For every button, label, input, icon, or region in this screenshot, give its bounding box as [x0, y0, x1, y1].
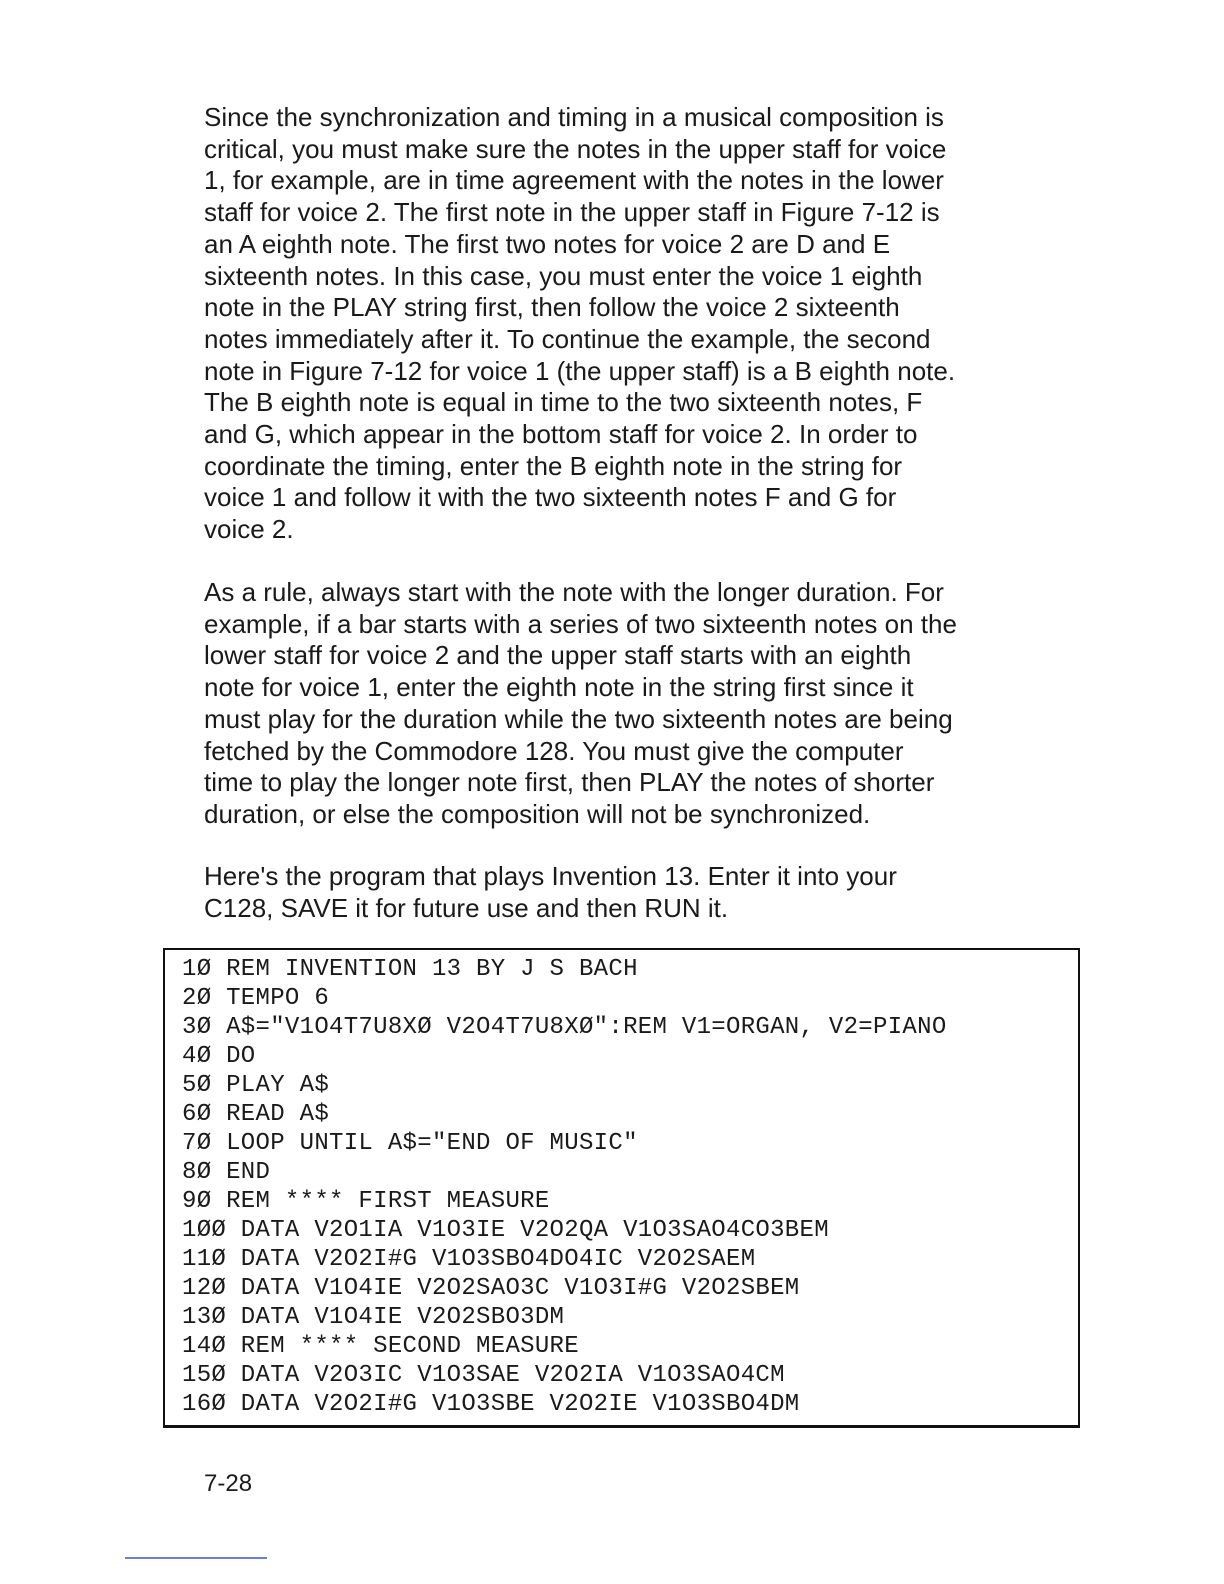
paragraph-line: notes immediately after it. To continue the example, the second: [204, 323, 931, 354]
paragraph-line: note in Figure 7-12 for voice 1 (the upper staff) is a B eighth note.: [204, 355, 956, 386]
paragraph-line: Here's the program that plays Invention 13. Enter it into your: [204, 861, 897, 891]
paragraph-synchronization: [204, 102, 1044, 546]
paragraph-line: an A eighth note. The first two notes for voice 2 are D and E: [204, 228, 891, 259]
paragraph-program-intro: [204, 861, 1044, 924]
footer-rule: [125, 1557, 267, 1559]
paragraph-longer-duration-rule: [204, 577, 1044, 831]
code-line: 12Ø DATA V1O4IE V2O2SAO3C V1O3I#G V2O2SBEM: [182, 1275, 800, 1302]
paragraph-line: lower staff for voice 2 and the upper staff starts with an eighth: [204, 640, 912, 671]
code-line: 6Ø READ A$: [182, 1101, 330, 1128]
code-line: 11Ø DATA V2O2I#G V1O3SBO4DO4IC V2O2SAEM: [182, 1246, 756, 1273]
paragraph-line: voice 1 and follow it with the two sixteenth notes F and G for: [204, 482, 897, 513]
code-line: 13Ø DATA V1O4IE V2O2SBO3DM: [182, 1304, 565, 1331]
paragraph-line: example, if a bar starts with a series of two sixteenth notes on the: [204, 608, 957, 639]
paragraph-line: voice 2.: [204, 514, 294, 545]
code-line: 1Ø REM INVENTION 13 BY J S BACH: [182, 956, 638, 983]
code-line: 2Ø TEMPO 6: [182, 985, 330, 1012]
paragraph-line: time to play the longer note first, then PLAY the notes of shorter: [204, 767, 935, 798]
page-number: 7-28: [204, 1470, 253, 1497]
paragraph-line: sixteenth notes. In this case, you must enter the voice 1 eighth: [204, 260, 923, 291]
paragraph-line: duration, or else the composition will not be synchronized.: [204, 798, 871, 829]
code-line: 7Ø LOOP UNTIL A$="END OF MUSIC": [182, 1130, 638, 1157]
paragraph-line: note for voice 1, enter the eighth note in the string first since it: [204, 672, 914, 703]
paragraph-line: critical, you must make sure the notes in the upper staff for voice: [204, 133, 947, 164]
code-line: 3Ø A$="V1O4T7U8XØ V2O4T7U8XØ":REM V1=ORGAN, V2=PIANO: [182, 1014, 947, 1041]
paragraph-line: Since the synchronization and timing in a musical composition is: [204, 102, 944, 132]
code-line: 1ØØ DATA V2O1IA V1O3IE V2O2QA V1O3SAO4CO3BEM: [182, 1217, 829, 1244]
code-line: 16Ø DATA V2O2I#G V1O3SBE V2O2IE V1O3SBO4DM: [182, 1391, 800, 1418]
paragraph-line: must play for the duration while the two sixteenth notes are being: [204, 703, 953, 734]
code-line: 9Ø REM **** FIRST MEASURE: [182, 1188, 550, 1215]
paragraph-line: C128, SAVE it for future use and then RUN it.: [204, 892, 729, 923]
paragraph-line: and G, which appear in the bottom staff for voice 2. In order to: [204, 419, 918, 450]
program-listing-box: [163, 948, 1080, 1428]
paragraph-line: 1, for example, are in time agreement with the notes in the lower: [204, 165, 944, 196]
paragraph-line: The B eighth note is equal in time to the two sixteenth notes, F: [204, 387, 923, 418]
paragraph-line: note in the PLAY string first, then follow the voice 2 sixteenth: [204, 292, 900, 323]
paragraph-line: fetched by the Commodore 128. You must give the computer: [204, 735, 904, 766]
code-line: 15Ø DATA V2O3IC V1O3SAE V2O2IA V1O3SAO4CM: [182, 1362, 785, 1389]
paragraph-line: As a rule, always start with the note with the longer duration. For: [204, 577, 944, 607]
code-line: 8Ø END: [182, 1159, 271, 1186]
code-line: 5Ø PLAY A$: [182, 1072, 330, 1099]
code-line: 14Ø REM **** SECOND MEASURE: [182, 1333, 579, 1360]
paragraph-line: staff for voice 2. The first note in the upper staff in Figure 7-12 is: [204, 197, 940, 228]
paragraph-line: coordinate the timing, enter the B eighth note in the string for: [204, 450, 903, 481]
code-line: 4Ø DO: [182, 1043, 256, 1070]
program-listing: [182, 955, 947, 1419]
